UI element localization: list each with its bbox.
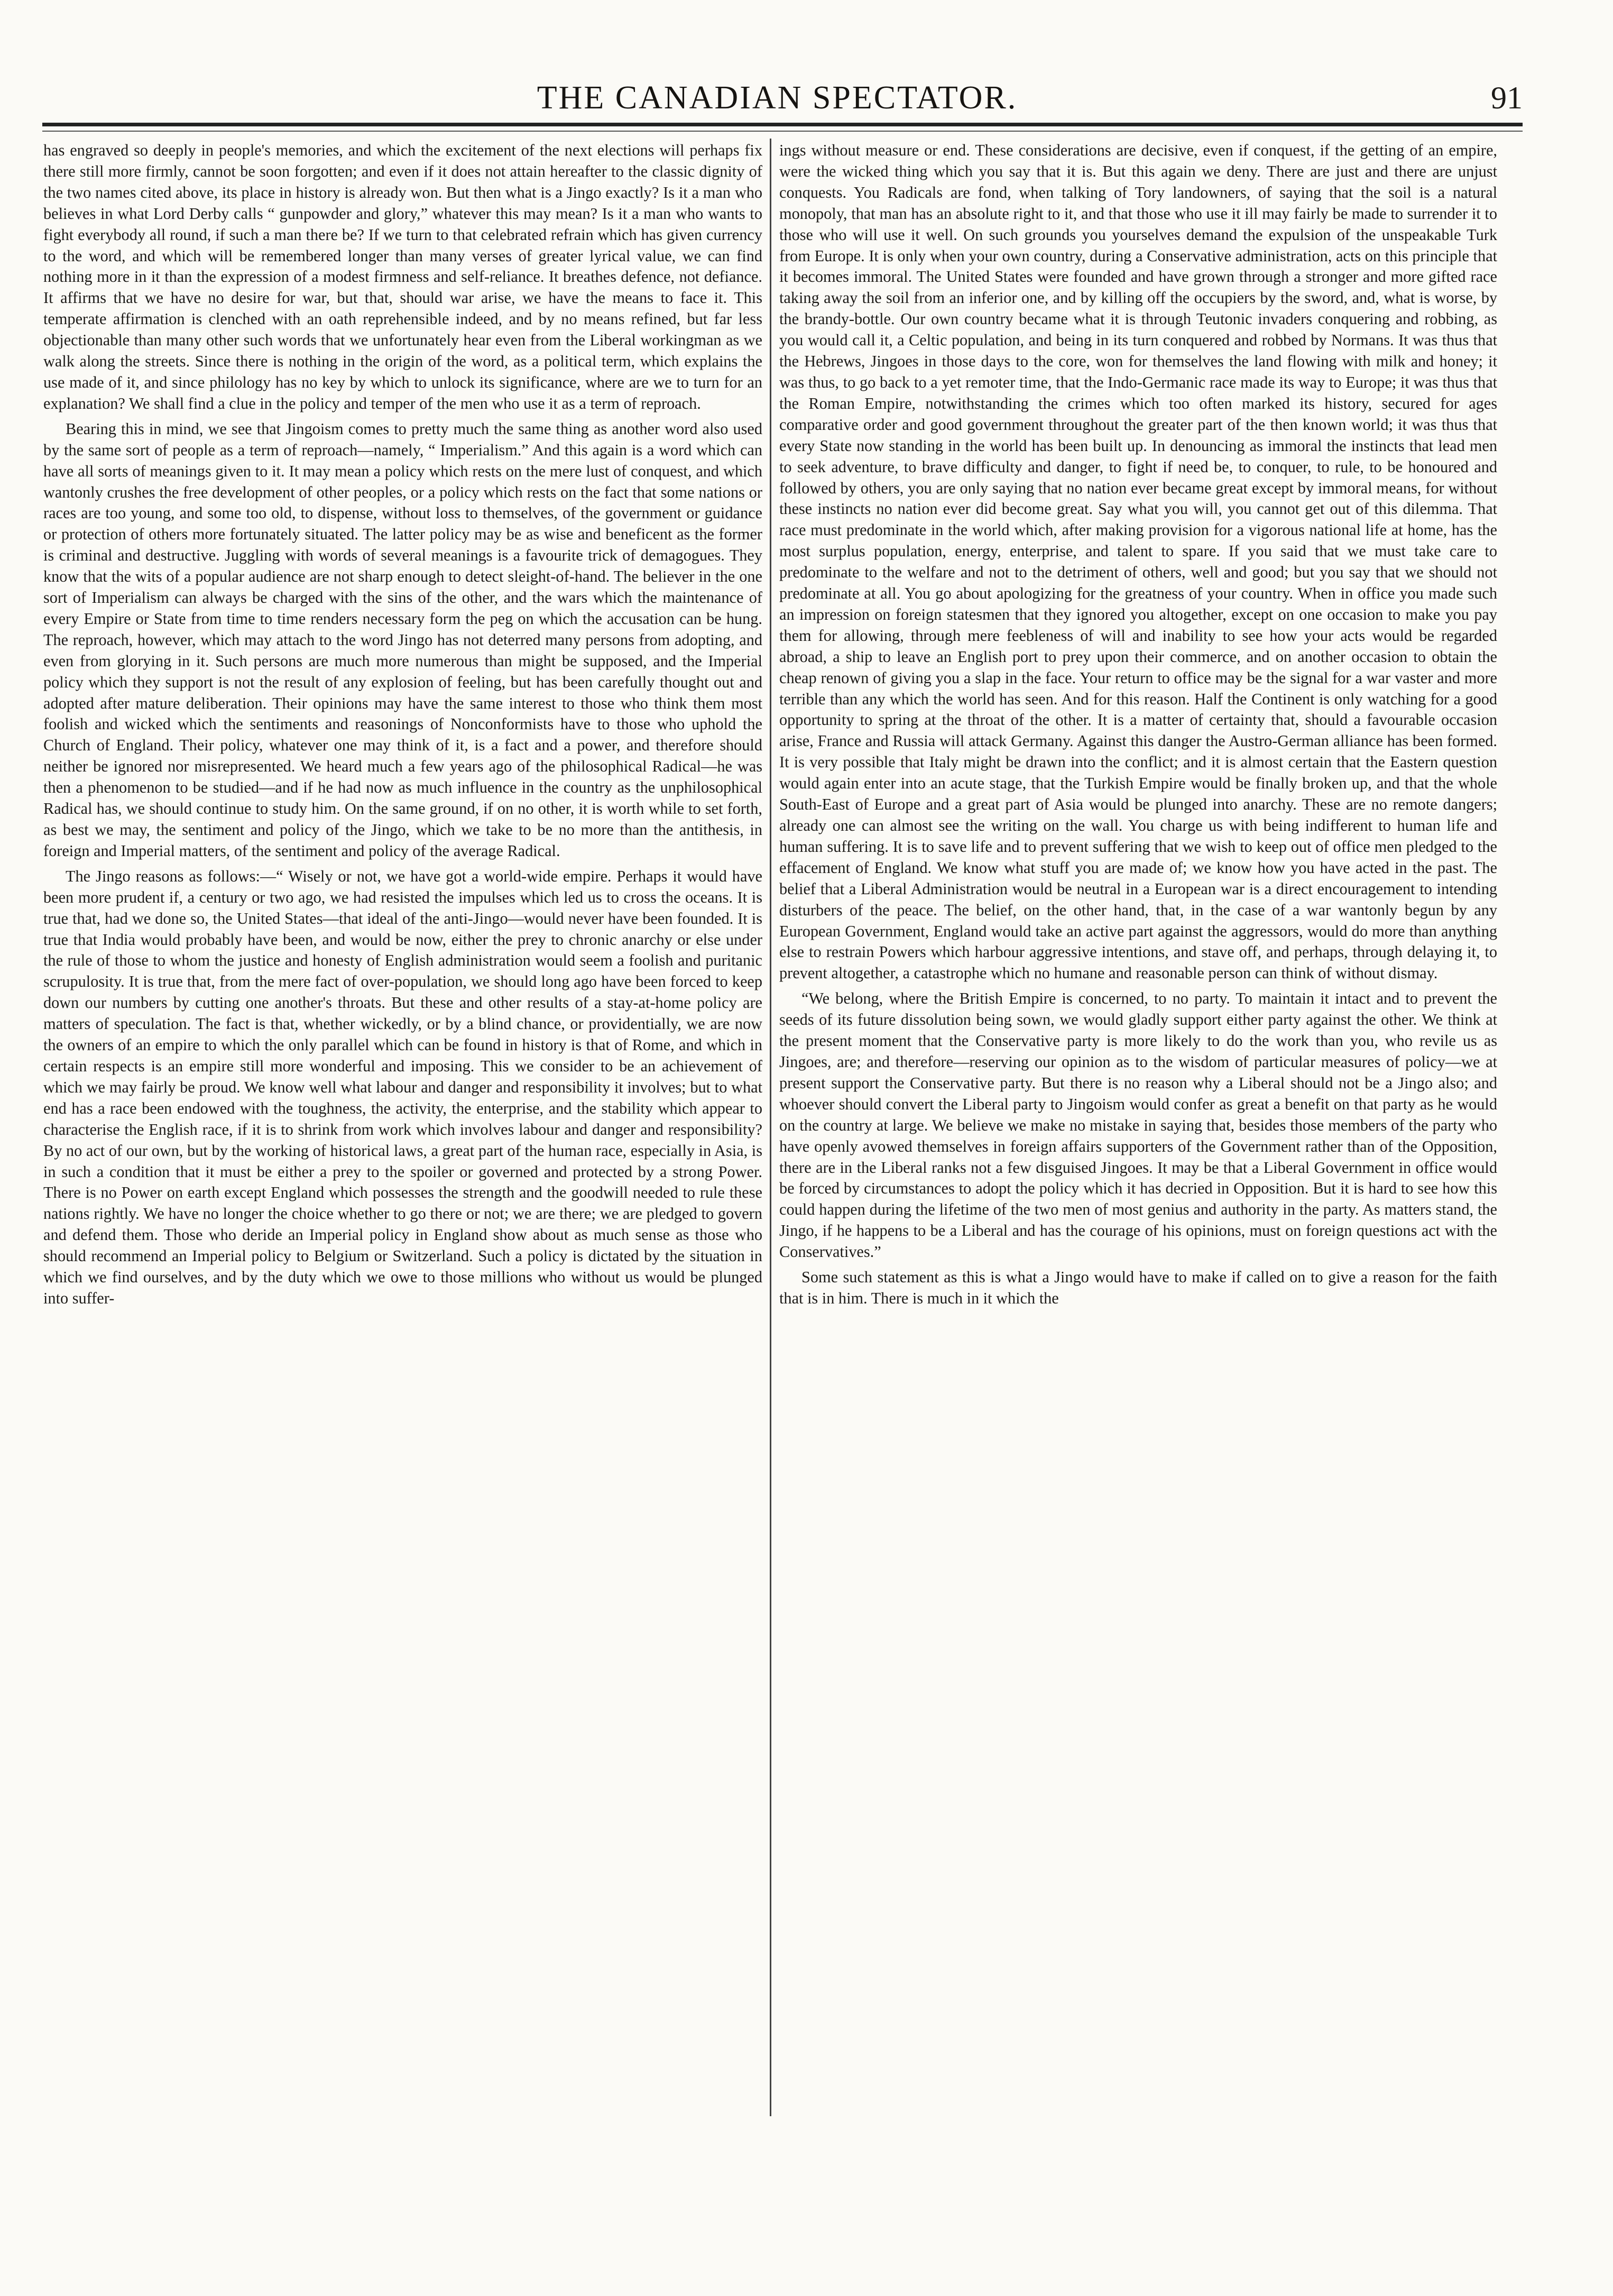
left-column: [43, 140, 762, 1314]
header-rule-thin: [42, 131, 1523, 132]
column-divider: [770, 139, 771, 2116]
page-header: [42, 74, 1523, 127]
right-column: [779, 140, 1497, 1314]
right-paragraph-2: “We belong, where the British Empire is concerned, to no party. To maintain it intact and to prevent the seeds of its future dissolution being sown, we would gladly support either party against the other. We think at the present moment that the Conservative party is more likely to do the work than you, who revile us as Jingoes, are; and therefore—reserving our opinion as to the wisdom of particular measures of policy—we at present support the Conservative party. But there is no reason why a Liberal should not be a Jingo also; and whoever should convert the Liberal party to Jingoism would confer as great a benefit on that party as he would on the country at large. We believe we make no mistake in saying that, besides those members of the party who have openly avowed themselves in foreign affairs supporters of the Government rather than of the Opposition, there are in the Liberal ranks not a few disguised Jingoes. It may be that a Liberal Government in office would be forced by circumstances to adopt the policy which it has decried in Opposition. But it is hard to see how this could happen during the lifetime of the two men of most genius and authority in the party. As matters stand, the Jingo, if he happens to be a Liberal and has the courage of his opinions, must on foreign questions act with the Conservatives.”: [779, 989, 1497, 1261]
page-title: THE CANADIAN SPECTATOR.: [537, 80, 1018, 116]
header-rule: [42, 123, 1523, 126]
left-paragraph-1: has engraved so deeply in people's memories, and which the excitement of the next elections will perhaps fix there still more firmly, cannot be soon forgotten; and even if it does not attain hereafter to the classic dignity of the two names cited above, its place in history is already won. But then what is a Jingo exactly? Is it a man who believes in what Lord Derby calls “ gunpowder and glory,” whatever this may mean? Is it a man who wants to fight everybody all round, if such a man there be? If we turn to that celebrated refrain which has given currency to the word, and which will be remembered longer than many verses of greater lyrical value, we can find nothing more in it than the expression of a modest firmness and self-reliance. It breathes defence, not defiance. It affirms that we have no desire for war, but that, should war arise, we have the means to face it. This temperate affirmation is clenched with an oath reprehensible indeed, and by no means refined, but far less objectionable than many other such words that we unfortunately hear even from the Liberal workingman as we walk along the streets. Since there is nothing in the origin of the word, as a political term, which explains the use made of it, and since philology has no key by which to unlock its significance, where are we to turn for an explanation? We shall find a clue in the policy and temper of the men who use it as a term of reproach.: [43, 141, 762, 412]
right-paragraph-1: ings without measure or end. These considerations are decisive, even if conquest, if the getting of an empire, were the wicked thing which you say that it is. But this again we deny. There are just and there are unjust conquests. You Radicals are fond, when talking of Tory landowners, of saying that the soil is a natural monopoly, that man has an absolute right to it, and that those who use it ill may fairly be made to surrender it to those who will use it well. On such grounds you yourselves demand the expulsion of the unspeakable Turk from Europe. It is only when your own country, during a Conservative administration, acts on this principle that it becomes immoral. The United States were founded and have grown through a stronger and more gifted race taking away the soil from an inferior one, and by killing off the occupiers by the sword, and, what is worse, by the brandy-bottle. Our own country became what it is through Teutonic invaders conquering and robbing, as you would call it, a Celtic population, and being in its turn conquered and robbed by Normans. It was thus that the Hebrews, Jingoes in those days to the core, won for themselves the land flowing with milk and honey; it was thus, to go back to a yet remoter time, that the Indo-Germanic race made its way to Europe; it was thus that the Roman Empire, notwithstanding the crimes which too often marked its history, secured for ages comparative order and good government throughout the greater part of the then known world; it was thus that every State now standing in the world has been built up. In denouncing as immoral the instincts that lead men to seek adventure, to brave difficulty and danger, to fight if need be, to conquer, to rule, to be honoured and followed by others, you are only saying that no nation ever became great except by immoral means, for without these instincts no nation ever did become great. Say what you will, you cannot get out of this dilemma. That race must predominate in the world which, after making provision for a vigorous national life at home, has the most surplus population, energy, enterprise, and talent to spare. If you said that we must take care to predominate to the welfare and not to the detriment of others, well and good; but you say that we should not predominate at all. You go about apologizing for the greatness of your country. When in office you made such an impression on foreign statesmen that they ignored you altogether, except on one occasion to make you pay them for allowing, through mere feebleness of will and inability to see how your acts would be regarded abroad, a ship to leave an English port to prey upon their commerce, and on another occasion to obtain the cheap renown of giving you a slap in the face. Your return to office may be the signal for a war vaster and more terrible than any which the world has seen. And for this reason. Half the Continent is only watching for a good opportunity to spring at the throat of the other. It is a matter of certainty that, should a favourable occasion arise, France and Russia will attack Germany. Against this danger the Austro-German alliance has been formed. It is very possible that Italy might be drawn into the conflict; and it is almost certain that the Eastern question would again enter into an acute stage, that the Turkish Empire would be finally broken up, and that the whole South-East of Europe and a great part of Asia would be plunged into anarchy. These are no remote dangers; already one can almost see the writing on the wall. You charge us with being indifferent to human life and human suffering. It is to save life and to prevent suffering that we wish to keep out of office men pledged to the effacement of England. We know what stuff you are made of; we know how you have acted in the past. The belief that a Liberal Administration would be neutral in a European war is a direct encouragement to intending disturbers of the peace. The belief, on the other hand, that, in the case of a war wantonly begun by any European Government, England would take an active part against the aggressors, would do more than anything else to restrain Powers which harbour aggressive intentions, and stave off, and perhaps, through delaying it, to prevent altogether, a catastrophe which no humane and reasonable person can think of without dismay.: [779, 141, 1497, 982]
right-paragraph-3: Some such statement as this is what a Jingo would have to make if called on to give a reason for the faith that is in him. There is much in it which the: [779, 1268, 1497, 1307]
page-number: 91: [1491, 80, 1523, 115]
left-paragraph-3: The Jingo reasons as follows:—“ Wisely or not, we have got a world-wide empire. Perhaps it would have been more prudent if, a century or two ago, we had resisted the impulses which led us to cross the oceans. It is true that, had we done so, the United States—that ideal of the anti-Jingo—would never have been founded. It is true that India would probably have been, and would be now, either the prey to chronic anarchy or else under the rule of those to whom the justice and honesty of English administration would seem a foolish and puritanic scrupulosity. It is true that, from the mere fact of over-population, we should long ago have been forced to keep down our numbers by cutting one another's throats. But these and other results of a stay-at-home policy are matters of speculation. The fact is that, whether wickedly, or by a blind chance, or providentially, we are now the owners of an empire to which the only parallel which can be found in history is that of Rome, and which in certain respects is an empire still more wonderful and imposing. This we consider to be an achievement of which we may fairly be proud. We know well what labour and danger and responsibility it involves; but to what end has a race been endowed with the toughness, the activity, the enterprise, and the stability which appear to characterise the English race, if it is to shrink from work which involves labour and danger and responsibility? By no act of our own, but by the working of historical laws, a great part of the human race, especially in Asia, is in such a condition that it must be either a prey to the spoiler or governed and protected by a strong Power. There is no Power on earth except England which possesses the strength and the goodwill needed to rule these nations rightly. We have no longer the choice whether to go there or not; we are there; we are pledged to govern and defend them. Those who deride an Imperial policy in England show about as much sense as those who should recommend an Imperial policy to Belgium or Switzerland. Such a policy is dictated by the situation in which we find ourselves, and by the duty which we owe to those millions who without us would be plunged into suffer-: [43, 867, 762, 1307]
left-paragraph-2: Bearing this in mind, we see that Jingoism comes to pretty much the same thing as another word also used by the same sort of people as a term of reproach—namely, “ Imperialism.” And this again is a word which can have all sorts of meanings given to it. It may mean a policy which rests on the mere lust of conquest, and which wantonly crushes the free development of other peoples, or a policy which rests on the fact that some nations or races are too young, and some too old, to dispense, without loss to themselves, of the government or guidance or protection of others more fortunately situated. The latter policy may be as wise and beneficent as the former is criminal and destructive. Juggling with words of several meanings is a favourite trick of demagogues. They know that the wits of a popular audience are not sharp enough to detect sleight-of-hand. The believer in the one sort of Imperialism can always be charged with the sins of the other, and the wars which the maintenance of every Empire or State from time to time renders necessary form the peg on which the accusation can be hung. The reproach, however, which may attach to the word Jingo has not deterred many persons from adopting, and even from glorying in it. Such persons are much more numerous than might be supposed, and the Imperial policy which they support is not the result of any explosion of feeling, but has been carefully thought out and adopted after mature deliberation. Their opinions may have the same interest to those who think them most foolish and wicked which the sentiments and reasonings of Nonconformists have to those who uphold the Church of England. Their policy, whatever one may think of it, is a fact and a power, and therefore should neither be ignored nor misrepresented. We heard much a few years ago of the philosophical Radical—he was then a phenomenon to be studied—and if he had now as much influence in the country as the unphilosophical Radical has, we should continue to study him. On the same ground, if on no other, it is worth while to set forth, as best we may, the sentiment and policy of the Jingo, which we take to be no more than the antithesis, in foreign and Imperial matters, of the sentiment and policy of the average Radical.: [43, 419, 762, 860]
